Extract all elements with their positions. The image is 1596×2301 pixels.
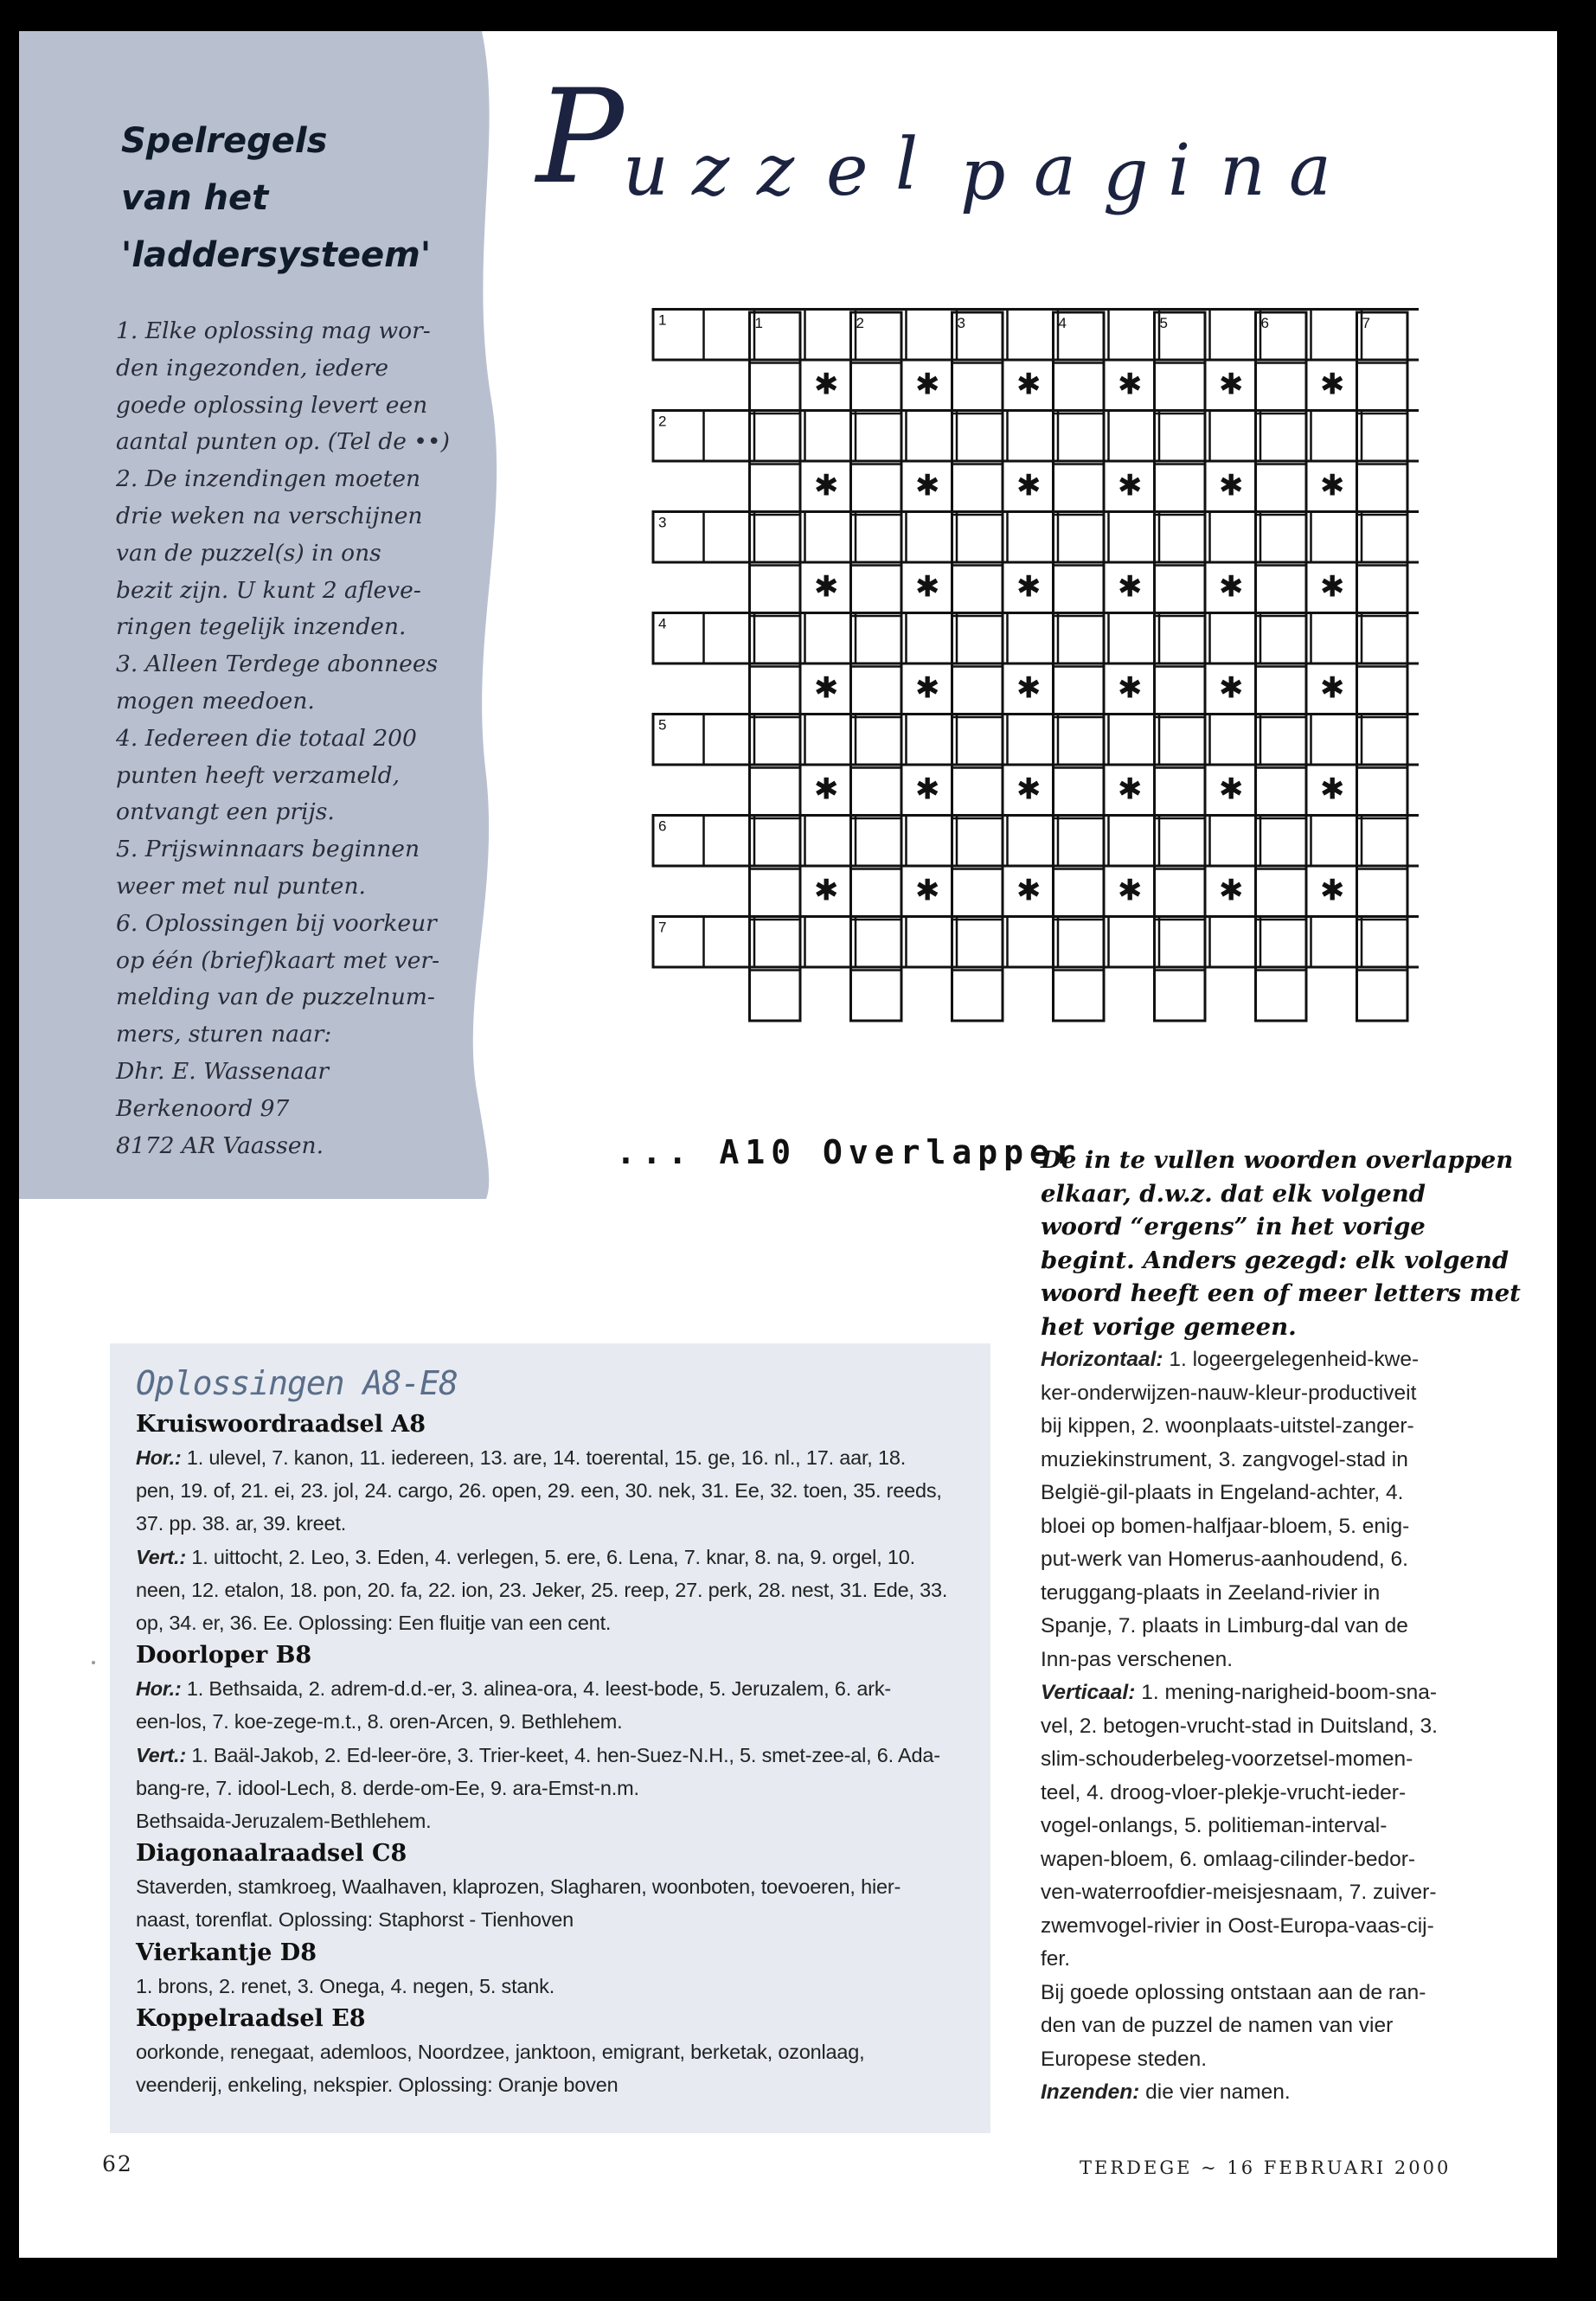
inzenden-text: die vier namen. (1139, 2080, 1291, 2104)
grid-star-marker: ✱ (1016, 468, 1042, 503)
solutions-heading: Oplossingen A8-E8 (136, 1364, 458, 1402)
bonus-line: Europese steden. (1041, 2047, 1208, 2071)
inzenden-line (1041, 2076, 1473, 2110)
page-title-letter: i (1168, 130, 1191, 212)
verticaal-line: vogel-onlangs, 5. politieman-interval- (1041, 1814, 1388, 1837)
grid-star-marker: ✱ (1016, 670, 1042, 706)
instructions-intro (1041, 1144, 1521, 1343)
verticaal-line: wapen-bloem, 6. omlaag-cilinder-bedor- (1041, 1847, 1416, 1871)
stray-mark (92, 1661, 95, 1664)
rules-title (121, 112, 431, 284)
grid-row-number: 1 (658, 311, 667, 329)
rules-line: ringen tegelijk inzenden. (116, 613, 407, 641)
verticaal-line: vel, 2. betogen-vrucht-stad in Duitsland, 3. (1041, 1714, 1438, 1738)
rules-list (116, 313, 450, 1164)
horizontaal-line: teruggang-plaats in Zeeland-rivier in (1041, 1580, 1381, 1605)
page-title-letter: g (1103, 134, 1149, 216)
grid-star-marker: ✱ (814, 873, 839, 908)
grid-column-number: 7 (1362, 315, 1370, 331)
intro-line: elkaar, d.w.z. dat elk volgend (1041, 1179, 1426, 1208)
hor-label: Hor.: (136, 1677, 182, 1701)
grid-star-marker: ✱ (1320, 367, 1345, 402)
rules-line: Dhr. E. Wassenaar (116, 1057, 330, 1085)
grid-star-marker: ✱ (1118, 772, 1143, 807)
rules-line: 1. Elke oplossing mag wor- (116, 317, 431, 344)
page-title-letter: u (623, 130, 669, 212)
a10-title: ... A10 Overlapper (616, 1133, 1081, 1171)
page-title-letter: a (1034, 130, 1076, 212)
grid-star-marker: ✱ (1219, 468, 1244, 503)
grid-star-marker: ✱ (915, 670, 940, 706)
vierkantje-title: Vierkantje D8 (136, 1939, 317, 1966)
verticaal-line: ven-waterroofdier-meisjesnaam, 7. zuiver- (1041, 1881, 1437, 1904)
verticaal-line: slim-schouderbeleg-voorzetsel-momen- (1041, 1747, 1413, 1771)
vert-label: Vert.: (136, 1545, 186, 1568)
rules-line: 3. Alleen Terdege abonnees (116, 651, 439, 678)
hor-text: 1. Bethsaida, 2. adrem-d.d.-er, 3. alinea-ora, 4. leest-bode, 5. Jeruzalem, 6. ark- (181, 1677, 892, 1701)
grid-row-number: 5 (658, 716, 667, 734)
verticaal-line: teel, 4. droog-vloer-plekje-vrucht-ieder- (1041, 1780, 1407, 1804)
scan-border-top (0, 0, 1596, 31)
grid-column-number: 6 (1260, 315, 1269, 331)
grid-star-marker: ✱ (1320, 569, 1345, 605)
grid-star-marker: ✱ (1320, 670, 1345, 706)
grid-row-strip (653, 310, 1419, 361)
rules-title-line: van het (121, 178, 269, 218)
page-title-letter: l (895, 124, 919, 206)
grid-row-strip (653, 512, 1419, 563)
rules-line: mogen meedoen. (116, 687, 315, 715)
horizontaal-line: Spanje, 7. plaats in Limburg-dal van de (1041, 1614, 1408, 1638)
grid-star-marker: ✱ (814, 468, 839, 503)
hor-label: Hor.: (136, 1446, 182, 1469)
grid-row-number: 2 (658, 413, 667, 430)
rules-line: bezit zijn. U kunt 2 afleve- (116, 576, 421, 604)
grid-row-strip (653, 917, 1419, 968)
kruiswoord-title: Kruiswoordraadsel A8 (136, 1411, 426, 1438)
grid-column-number: 2 (856, 315, 864, 331)
inzenden-label: Inzenden: (1041, 2080, 1140, 2104)
doorloper-hor-line: een-los, 7. koe-zege-m.t., 8. oren-Arcen, 9. Bethlehem. (136, 1710, 623, 1734)
horizontaal-line: muziekinstrument, 3. zangvogel-stad in (1041, 1447, 1408, 1471)
doorloper-vert-line: Bethsaida-Jeruzalem-Bethlehem. (136, 1810, 432, 1833)
grid-star-marker: ✱ (1016, 367, 1042, 402)
page-title-initial: P (536, 62, 624, 213)
diagonaal-text (136, 1870, 966, 1936)
horizontaal-line: put-werk van Homerus-aanhoudend, 6. (1041, 1548, 1408, 1571)
verticaal-line: zwemvogel-rivier in Oost-Europa-vaas-cij- (1041, 1913, 1434, 1938)
grid-row-number: 7 (658, 919, 667, 936)
grid-row-number: 6 (658, 817, 667, 835)
grid-star-marker: ✱ (1219, 873, 1244, 908)
rules-line: aantal punten op. (Tel de ••) (116, 428, 450, 456)
intro-line: woord “ergens” in het vorige (1041, 1213, 1426, 1240)
instructions-column (1041, 1144, 1521, 2110)
rules-line: weer met nul punten. (116, 872, 366, 900)
grid-star-marker: ✱ (1320, 468, 1345, 503)
rules-line: Berkenoord 97 (116, 1094, 290, 1122)
kruiswoord-hor-line: 37. pp. 38. ar, 39. kreet. (136, 1512, 347, 1535)
rules-line: mers, sturen naar: (116, 1021, 332, 1048)
rules-line: van de puzzel(s) in ons (116, 539, 381, 567)
grid-star-marker: ✱ (1016, 873, 1042, 908)
horizontaal-line: bij kippen, 2. woonplaats-uitstel-zanger- (1041, 1414, 1414, 1438)
grid-star-marker: ✱ (1320, 873, 1345, 908)
rules-line: 4. Iedereen die totaal 200 (116, 724, 417, 752)
doorloper-vert-line: bang-re, 7. idool-Lech, 8. derde-om-Ee, 9. ara-Emst-n.m. (136, 1776, 639, 1799)
kruiswoord-vert-line: op, 34. er, 36. Ee. Oplossing: Een fluitje van een cent. (136, 1612, 612, 1635)
horizontaal-line: bloei op bomen-halfjaar-bloem, 5. enig- (1041, 1514, 1410, 1538)
grid-star-marker: ✱ (1118, 367, 1143, 402)
horizontaal-line: België-gil-plaats in Engeland-achter, 4. (1041, 1481, 1404, 1504)
bonus-line: den van de puzzel de namen van vier (1041, 2014, 1394, 2037)
page-title (528, 61, 1497, 294)
publication-footer: TERDEGE ~ 16 FEBRUARI 2000 (1080, 2157, 1452, 2178)
vert-text: 1. uittocht, 2. Leo, 3. Eden, 4. verlegen, 5. ere, 6. Lena, 7. knar, 8. na, 9. orgel, 10. (186, 1545, 915, 1568)
grid-star-marker: ✱ (1016, 772, 1042, 807)
grid-star-marker: ✱ (915, 367, 940, 402)
grid-row-strip (653, 715, 1419, 766)
page-title-letter: z (692, 130, 730, 212)
grid-star-marker: ✱ (1219, 670, 1244, 706)
grid-row-number: 4 (658, 615, 667, 632)
kruiswoord-vert-line (136, 1541, 966, 1574)
rules-line: melding van de puzzelnum- (116, 984, 435, 1011)
verticaal-lines (1041, 1710, 1473, 1977)
grid-star-marker: ✱ (915, 873, 940, 908)
doorloper-vert (136, 1739, 966, 1838)
grid-column-number: 5 (1159, 315, 1168, 331)
grid-star-marker: ✱ (814, 772, 839, 807)
verticaal-label: Verticaal: (1041, 1681, 1136, 1704)
diagonaal-line: naast, torenflat. Oplossing: Staphorst - Tienhoven (136, 1908, 574, 1932)
diagonaal-title: Diagonaalraadsel C8 (136, 1840, 407, 1868)
grid-row-strip (653, 613, 1419, 664)
grid-column-number: 1 (754, 315, 763, 331)
verticaal-line-first (1041, 1676, 1473, 1710)
horizontaal-line: ker-onderwijzen-nauw-kleur-productiveit (1041, 1381, 1417, 1405)
overlapper-grid (640, 307, 1419, 1068)
kruiswoord-vert-line: neen, 12. etalon, 18. pon, 20. fa, 22. ion, 23. Jeker, 25. reep, 27. perk, 28. nest, 31. Ede, 33. (136, 1578, 948, 1601)
verticaal-text: 1. mening-narigheid-boom-sna- (1135, 1681, 1438, 1704)
grid-star-marker: ✱ (1118, 569, 1143, 605)
kruiswoord-vert (136, 1541, 966, 1640)
koppel-line: oorkonde, renegaat, ademloos, Noordzee, janktoon, emigrant, berketak, ozonlaag, (136, 2040, 865, 2063)
page-title-letter: z (757, 130, 795, 212)
koppel-title: Koppelraadsel E8 (136, 2004, 366, 2032)
kruiswoord-hor (136, 1441, 966, 1541)
rules-line: 5. Prijswinnaars beginnen (116, 836, 420, 863)
rules-line: 8172 AR Vaassen. (116, 1131, 324, 1159)
rules-line: drie weken na verschijnen (116, 502, 423, 529)
intro-line: woord heeft een of meer letters met (1041, 1279, 1521, 1307)
doorloper-title: Doorloper B8 (136, 1642, 312, 1670)
page-title-letter: p (960, 134, 1006, 216)
page-title-letter: e (826, 130, 869, 212)
page-title-letter: n (1220, 130, 1266, 212)
horizontaal-line-first (1041, 1343, 1473, 1377)
verticaal-line: fer. (1041, 1947, 1071, 1971)
grid-star-marker: ✱ (1118, 873, 1143, 908)
rules-title-line: Spelregels (121, 121, 328, 161)
grid-star-marker: ✱ (915, 468, 940, 503)
doorloper-vert-line (136, 1739, 966, 1772)
doorloper-hor (136, 1672, 966, 1738)
horizontaal-lines (1041, 1377, 1473, 1677)
instructions-body (1041, 1343, 1473, 2110)
bonus-lines (1041, 1977, 1473, 2077)
rules-line: goede oplossing levert een (116, 391, 428, 419)
grid-star-marker: ✱ (1219, 772, 1244, 807)
intro-line: het vorige gemeen. (1041, 1312, 1297, 1341)
grid-column-number: 4 (1058, 315, 1067, 331)
bonus-line: Bij goede oplossing ontstaan aan de ran- (1041, 1980, 1426, 2004)
grid-star-marker: ✱ (814, 569, 839, 605)
page-title-letter: a (1289, 130, 1331, 212)
vierkantje-line: 1. brons, 2. renet, 3. Onega, 4. negen, 5. stank. (136, 1974, 555, 1997)
doorloper-hor-line (136, 1672, 966, 1705)
grid-row-strip (653, 816, 1419, 867)
kruiswoord-hor-line: pen, 19. of, 21. ei, 23. jol, 24. cargo, 26. open, 29. een, 30. nek, 31. Ee, 32. toen, 35. reeds, (136, 1479, 942, 1503)
grid-star-marker: ✱ (1118, 670, 1143, 706)
solutions-content (136, 1358, 966, 2101)
vierkantje-text (136, 1970, 966, 2003)
grid-star-marker: ✱ (814, 670, 839, 706)
scan-border-bottom (0, 2258, 1596, 2301)
scan-border-left (0, 0, 19, 2301)
vert-text: 1. Baäl-Jakob, 2. Ed-leer-öre, 3. Trier-keet, 4. hen-Suez-N.H., 5. smet-zee-al, 6. Ada- (186, 1743, 940, 1766)
vert-label: Vert.: (136, 1743, 186, 1766)
rules-line: den ingezonden, iedere (116, 354, 389, 381)
diagonaal-line: Staverden, stamkroeg, Waalhaven, klaprozen, Slagharen, woonboten, toevoeren, hier- (136, 1875, 901, 1899)
koppel-line: veenderij, enkeling, nekspier. Oplossing: Oranje boven (136, 2073, 619, 2097)
koppel-text (136, 2035, 966, 2101)
grid-star-marker: ✱ (1320, 772, 1345, 807)
rules-line: 6. Oplossingen bij voorkeur (116, 909, 437, 937)
rules-title-line: 'laddersysteem' (121, 235, 432, 275)
grid-star-marker: ✱ (915, 772, 940, 807)
rules-line: op één (brief)kaart met ver- (116, 946, 440, 974)
intro-line: begint. Anders gezegd: elk volgend (1041, 1246, 1509, 1274)
grid-star-marker: ✱ (1219, 367, 1244, 402)
grid-star-marker: ✱ (1118, 468, 1143, 503)
hor-text: 1. ulevel, 7. kanon, 11. iedereen, 13. are, 14. toerental, 15. ge, 16. nl., 17. aar, 18. (181, 1446, 907, 1469)
scan-border-right (1557, 0, 1596, 2301)
rules-line: ontvangt een prijs. (116, 798, 335, 826)
grid-star-marker: ✱ (1016, 569, 1042, 605)
rules-line: punten heeft verzameld, (116, 761, 400, 789)
grid-star-marker: ✱ (814, 367, 839, 402)
horizontaal-line: Inn-pas verschenen. (1041, 1647, 1233, 1671)
grid-star-marker: ✱ (1219, 569, 1244, 605)
grid-star-marker: ✱ (915, 569, 940, 605)
page-title-letters (623, 124, 1331, 216)
horizontaal-label: Horizontaal: (1041, 1348, 1163, 1371)
page-number: 62 (102, 2151, 133, 2176)
grid-column-number: 3 (957, 315, 965, 331)
horizontaal-text: 1. logeergelegenheid-kwe- (1163, 1348, 1420, 1371)
rules-line: 2. De inzendingen moeten (116, 465, 421, 493)
intro-line: De in te vullen woorden overlappen (1041, 1146, 1514, 1174)
grid-row-number: 3 (658, 514, 667, 531)
grid-row-strip (653, 411, 1419, 462)
kruiswoord-hor-line (136, 1441, 966, 1474)
